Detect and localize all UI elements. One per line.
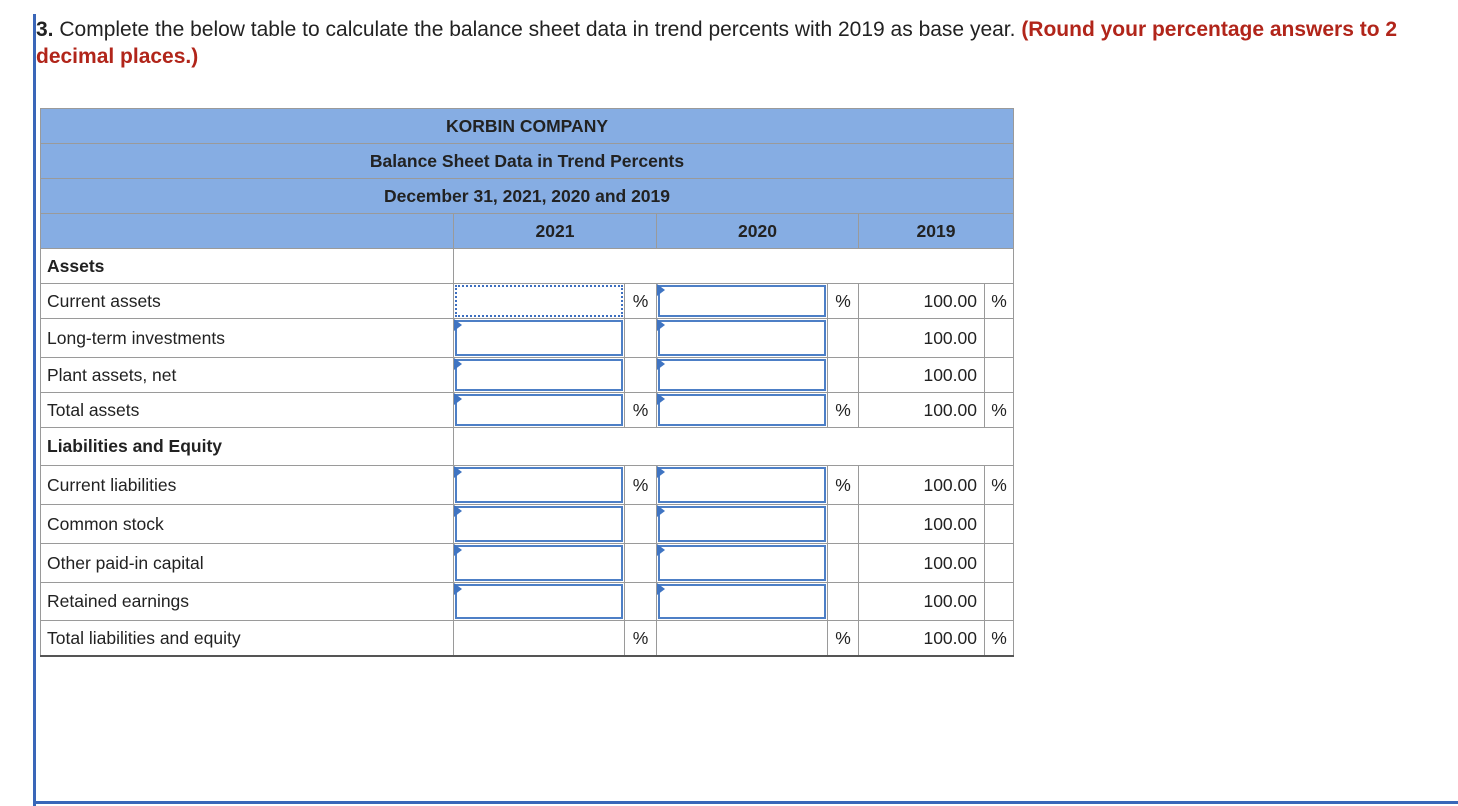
input-long-term-investments-2020[interactable] — [657, 319, 828, 358]
input-marker-icon — [657, 358, 665, 370]
value-total-liabilities-equity-2019: 100.00 — [859, 621, 985, 657]
input-plant-assets-2020[interactable] — [657, 358, 828, 393]
section-blank — [454, 428, 1014, 466]
value-current-liabilities-2019: 100.00 — [859, 466, 985, 505]
percent-blank — [828, 544, 859, 583]
percent-blank — [625, 544, 657, 583]
trend-percent-table — [40, 108, 1014, 657]
percent-sign: % — [828, 466, 859, 505]
percent-blank — [828, 505, 859, 544]
input-marker-icon — [657, 319, 665, 331]
percent-sign: % — [985, 393, 1014, 428]
percent-blank — [828, 358, 859, 393]
input-marker-icon — [657, 544, 665, 556]
table-title: Balance Sheet Data in Trend Percents — [41, 144, 1014, 179]
input-common-stock-2021[interactable] — [454, 505, 625, 544]
input-retained-earnings-2020[interactable] — [657, 583, 828, 621]
value-total-assets-2019: 100.00 — [859, 393, 985, 428]
percent-blank — [828, 583, 859, 621]
year-header-2020: 2020 — [657, 214, 859, 249]
row-label-plant-assets: Plant assets, net — [41, 358, 454, 393]
question-text: Complete the below table to calculate the balance sheet data in trend percents with 2019 as base year. — [53, 18, 1022, 41]
value-other-paid-in-capital-2019: 100.00 — [859, 544, 985, 583]
input-marker-icon — [454, 505, 462, 517]
row-label-current-liabilities: Current liabilities — [41, 466, 454, 505]
percent-sign: % — [985, 621, 1014, 657]
question-prompt — [36, 16, 1446, 70]
input-long-term-investments-2021[interactable] — [454, 319, 625, 358]
input-current-assets-2021[interactable] — [454, 284, 625, 319]
section-assets: Assets — [41, 249, 454, 284]
percent-sign: % — [625, 393, 657, 428]
question-frame-left-border — [33, 14, 36, 806]
row-label-common-stock: Common stock — [41, 505, 454, 544]
input-marker-icon — [454, 544, 462, 556]
value-plant-assets-2019: 100.00 — [859, 358, 985, 393]
input-other-paid-in-capital-2020[interactable] — [657, 544, 828, 583]
percent-sign: % — [828, 393, 859, 428]
percent-sign: % — [828, 621, 859, 657]
question-frame-bottom-border — [33, 801, 1458, 804]
row-label-other-paid-in-capital: Other paid-in capital — [41, 544, 454, 583]
input-total-assets-2021[interactable] — [454, 393, 625, 428]
section-blank — [454, 249, 1014, 284]
input-marker-icon — [454, 466, 462, 478]
input-marker-icon — [657, 505, 665, 517]
input-marker-icon — [657, 284, 665, 296]
percent-sign: % — [985, 466, 1014, 505]
input-marker-icon — [454, 583, 462, 595]
row-label-total-assets: Total assets — [41, 393, 454, 428]
input-marker-icon — [657, 393, 665, 405]
percent-blank — [625, 583, 657, 621]
input-total-assets-2020[interactable] — [657, 393, 828, 428]
input-current-assets-2020[interactable] — [657, 284, 828, 319]
company-name: KORBIN COMPANY — [41, 109, 1014, 144]
input-plant-assets-2021[interactable] — [454, 358, 625, 393]
percent-blank — [985, 583, 1014, 621]
input-current-liabilities-2020[interactable] — [657, 466, 828, 505]
row-label-retained-earnings: Retained earnings — [41, 583, 454, 621]
year-header-2019: 2019 — [859, 214, 1014, 249]
row-label-current-assets: Current assets — [41, 284, 454, 319]
value-long-term-investments-2019: 100.00 — [859, 319, 985, 358]
rounding-instruction: (Round your percentage answers to 2 decimal places.) — [36, 18, 1398, 68]
percent-blank — [625, 319, 657, 358]
value-current-assets-2019: 100.00 — [859, 284, 985, 319]
row-label-long-term-investments: Long-term investments — [41, 319, 454, 358]
percent-blank — [625, 505, 657, 544]
header-blank — [41, 214, 454, 249]
input-marker-icon — [657, 466, 665, 478]
input-marker-icon — [454, 319, 462, 331]
percent-blank — [625, 358, 657, 393]
percent-sign: % — [625, 621, 657, 657]
percent-blank — [985, 358, 1014, 393]
percent-blank — [985, 319, 1014, 358]
input-common-stock-2020[interactable] — [657, 505, 828, 544]
value-retained-earnings-2019: 100.00 — [859, 583, 985, 621]
input-marker-icon — [657, 583, 665, 595]
percent-sign: % — [828, 284, 859, 319]
percent-sign: % — [625, 284, 657, 319]
question-number: 3. — [36, 18, 54, 41]
percent-blank — [985, 544, 1014, 583]
input-total-liabilities-equity-2021[interactable] — [454, 621, 625, 657]
percent-sign: % — [985, 284, 1014, 319]
table-date: December 31, 2021, 2020 and 2019 — [41, 179, 1014, 214]
section-liabilities-equity: Liabilities and Equity — [41, 428, 454, 466]
value-common-stock-2019: 100.00 — [859, 505, 985, 544]
row-label-total-liabilities-equity: Total liabilities and equity — [41, 621, 454, 657]
input-marker-icon — [454, 393, 462, 405]
input-other-paid-in-capital-2021[interactable] — [454, 544, 625, 583]
percent-blank — [985, 505, 1014, 544]
input-marker-icon — [454, 358, 462, 370]
percent-blank — [828, 319, 859, 358]
percent-sign: % — [625, 466, 657, 505]
input-retained-earnings-2021[interactable] — [454, 583, 625, 621]
year-header-2021: 2021 — [454, 214, 657, 249]
input-current-liabilities-2021[interactable] — [454, 466, 625, 505]
input-total-liabilities-equity-2020[interactable] — [657, 621, 828, 657]
